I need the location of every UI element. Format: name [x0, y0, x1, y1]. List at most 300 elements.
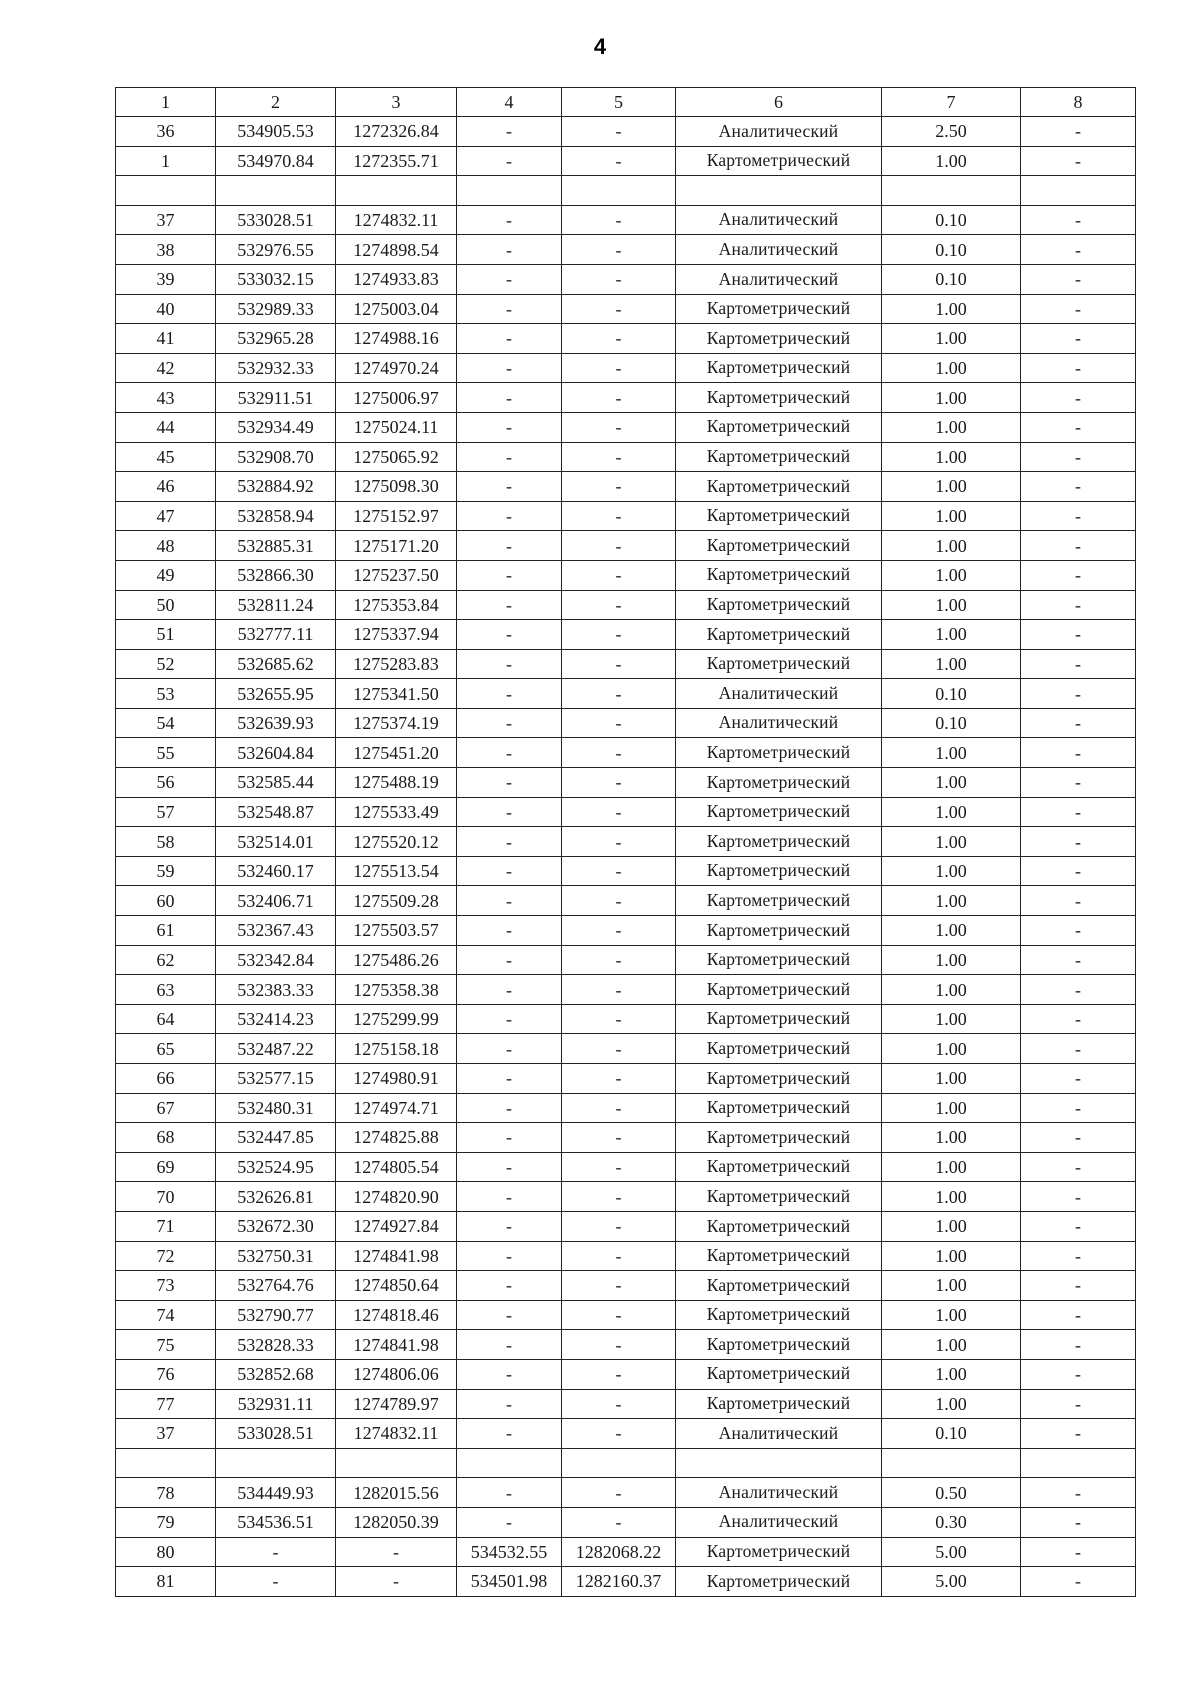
- x-coordinate-cell: 532577.15: [216, 1064, 336, 1094]
- x-alt-coordinate-cell: 534532.55: [457, 1537, 562, 1567]
- x-alt-coordinate-cell: -: [457, 1241, 562, 1271]
- y-alt-coordinate-cell: -: [562, 324, 676, 354]
- note-cell: [1021, 1448, 1136, 1478]
- y-coordinate-cell: 1274820.90: [336, 1182, 457, 1212]
- y-coordinate-cell: 1275520.12: [336, 827, 457, 857]
- accuracy-cell: [882, 1448, 1021, 1478]
- note-cell: -: [1021, 383, 1136, 413]
- x-coordinate-cell: 532934.49: [216, 412, 336, 442]
- y-alt-coordinate-cell: -: [562, 1123, 676, 1153]
- x-coordinate-cell: 532548.87: [216, 797, 336, 827]
- note-cell: -: [1021, 294, 1136, 324]
- note-cell: -: [1021, 1330, 1136, 1360]
- x-alt-coordinate-cell: -: [457, 531, 562, 561]
- note-cell: -: [1021, 1537, 1136, 1567]
- x-coordinate-cell: 532777.11: [216, 620, 336, 650]
- point-number-cell: 63: [116, 975, 216, 1005]
- note-cell: -: [1021, 916, 1136, 946]
- note-cell: -: [1021, 353, 1136, 383]
- method-cell: Аналитический: [676, 1419, 882, 1449]
- method-cell: Аналитический: [676, 1507, 882, 1537]
- y-coordinate-cell: 1275003.04: [336, 294, 457, 324]
- table-row: [116, 1064, 1136, 1094]
- method-cell: Картометрический: [676, 620, 882, 650]
- y-alt-coordinate-cell: -: [562, 679, 676, 709]
- accuracy-cell: 1.00: [882, 886, 1021, 916]
- x-alt-coordinate-cell: -: [457, 768, 562, 798]
- accuracy-cell: 0.10: [882, 708, 1021, 738]
- accuracy-cell: 1.00: [882, 945, 1021, 975]
- method-cell: [676, 1448, 882, 1478]
- x-coordinate-cell: 532383.33: [216, 975, 336, 1005]
- y-alt-coordinate-cell: -: [562, 856, 676, 886]
- note-cell: -: [1021, 1004, 1136, 1034]
- table-row: [116, 945, 1136, 975]
- x-alt-coordinate-cell: -: [457, 324, 562, 354]
- point-number-cell: 37: [116, 205, 216, 235]
- note-cell: -: [1021, 649, 1136, 679]
- accuracy-cell: 1.00: [882, 146, 1021, 176]
- method-cell: Картометрический: [676, 590, 882, 620]
- column-header: 8: [1021, 88, 1136, 117]
- y-coordinate-cell: 1274841.98: [336, 1241, 457, 1271]
- y-alt-coordinate-cell: [562, 176, 676, 206]
- point-number-cell: 36: [116, 117, 216, 147]
- note-cell: -: [1021, 1359, 1136, 1389]
- y-alt-coordinate-cell: -: [562, 146, 676, 176]
- y-coordinate-cell: 1275299.99: [336, 1004, 457, 1034]
- table-row: [116, 294, 1136, 324]
- method-cell: Картометрический: [676, 649, 882, 679]
- y-alt-coordinate-cell: -: [562, 472, 676, 502]
- x-alt-coordinate-cell: 534501.98: [457, 1567, 562, 1597]
- y-coordinate-cell: 1275024.11: [336, 412, 457, 442]
- note-cell: -: [1021, 472, 1136, 502]
- x-alt-coordinate-cell: -: [457, 205, 562, 235]
- method-cell: Картометрический: [676, 146, 882, 176]
- point-number-cell: 1: [116, 146, 216, 176]
- accuracy-cell: 1.00: [882, 1389, 1021, 1419]
- x-coordinate-cell: 532811.24: [216, 590, 336, 620]
- table-header: [116, 88, 1136, 117]
- x-coordinate-cell: 532655.95: [216, 679, 336, 709]
- point-number-cell: 59: [116, 856, 216, 886]
- x-coordinate-cell: 532367.43: [216, 916, 336, 946]
- point-number-cell: 50: [116, 590, 216, 620]
- point-number-cell: 42: [116, 353, 216, 383]
- x-coordinate-cell: 534905.53: [216, 117, 336, 147]
- x-coordinate-cell: 533028.51: [216, 205, 336, 235]
- x-coordinate-cell: 532626.81: [216, 1182, 336, 1212]
- y-coordinate-cell: 1275509.28: [336, 886, 457, 916]
- y-coordinate-cell: 1274850.64: [336, 1271, 457, 1301]
- x-coordinate-cell: 532965.28: [216, 324, 336, 354]
- method-cell: Картометрический: [676, 886, 882, 916]
- method-cell: Картометрический: [676, 1241, 882, 1271]
- method-cell: Аналитический: [676, 264, 882, 294]
- y-alt-coordinate-cell: -: [562, 1064, 676, 1094]
- method-cell: Картометрический: [676, 294, 882, 324]
- table-row: [116, 324, 1136, 354]
- table-row: [116, 235, 1136, 265]
- accuracy-cell: 1.00: [882, 1182, 1021, 1212]
- accuracy-cell: 0.10: [882, 679, 1021, 709]
- x-alt-coordinate-cell: -: [457, 679, 562, 709]
- y-alt-coordinate-cell: -: [562, 590, 676, 620]
- point-number-cell: 41: [116, 324, 216, 354]
- x-alt-coordinate-cell: -: [457, 294, 562, 324]
- y-alt-coordinate-cell: -: [562, 383, 676, 413]
- accuracy-cell: 1.00: [882, 1064, 1021, 1094]
- accuracy-cell: 1.00: [882, 738, 1021, 768]
- point-number-cell: 67: [116, 1093, 216, 1123]
- x-alt-coordinate-cell: -: [457, 856, 562, 886]
- accuracy-cell: 5.00: [882, 1537, 1021, 1567]
- y-coordinate-cell: 1275486.26: [336, 945, 457, 975]
- x-coordinate-cell: 532514.01: [216, 827, 336, 857]
- accuracy-cell: 1.00: [882, 620, 1021, 650]
- page-number: 4: [593, 34, 607, 59]
- y-alt-coordinate-cell: -: [562, 294, 676, 324]
- x-alt-coordinate-cell: [457, 1448, 562, 1478]
- y-alt-coordinate-cell: -: [562, 649, 676, 679]
- point-number-cell: 81: [116, 1567, 216, 1597]
- note-cell: -: [1021, 324, 1136, 354]
- accuracy-cell: 1.00: [882, 768, 1021, 798]
- y-alt-coordinate-cell: -: [562, 235, 676, 265]
- y-alt-coordinate-cell: -: [562, 1271, 676, 1301]
- note-cell: -: [1021, 1300, 1136, 1330]
- note-cell: -: [1021, 708, 1136, 738]
- y-alt-coordinate-cell: -: [562, 1034, 676, 1064]
- table-row: [116, 797, 1136, 827]
- table-row: [116, 1152, 1136, 1182]
- table-row: [116, 442, 1136, 472]
- y-alt-coordinate-cell: -: [562, 1389, 676, 1419]
- table-row: [116, 1123, 1136, 1153]
- table-row: [116, 146, 1136, 176]
- note-cell: -: [1021, 1241, 1136, 1271]
- accuracy-cell: 1.00: [882, 1152, 1021, 1182]
- y-coordinate-cell: 1275006.97: [336, 383, 457, 413]
- x-alt-coordinate-cell: -: [457, 1478, 562, 1508]
- accuracy-cell: 1.00: [882, 1211, 1021, 1241]
- y-coordinate-cell: 1275098.30: [336, 472, 457, 502]
- x-coordinate-cell: 532750.31: [216, 1241, 336, 1271]
- method-cell: Картометрический: [676, 531, 882, 561]
- point-number-cell: 66: [116, 1064, 216, 1094]
- point-number-cell: 56: [116, 768, 216, 798]
- point-number-cell: 77: [116, 1389, 216, 1419]
- y-coordinate-cell: 1275533.49: [336, 797, 457, 827]
- x-coordinate-cell: 532447.85: [216, 1123, 336, 1153]
- method-cell: Картометрический: [676, 412, 882, 442]
- table-row: [116, 1419, 1136, 1449]
- y-coordinate-cell: 1274988.16: [336, 324, 457, 354]
- x-alt-coordinate-cell: -: [457, 412, 562, 442]
- table-row: [116, 205, 1136, 235]
- method-cell: Аналитический: [676, 1478, 882, 1508]
- y-coordinate-cell: 1275337.94: [336, 620, 457, 650]
- note-cell: -: [1021, 1419, 1136, 1449]
- y-coordinate-cell: 1274974.71: [336, 1093, 457, 1123]
- point-number-cell: 71: [116, 1211, 216, 1241]
- method-cell: Картометрический: [676, 560, 882, 590]
- accuracy-cell: 1.00: [882, 472, 1021, 502]
- note-cell: -: [1021, 1389, 1136, 1419]
- table-body: [116, 117, 1136, 1597]
- accuracy-cell: 1.00: [882, 1330, 1021, 1360]
- x-coordinate-cell: 534970.84: [216, 146, 336, 176]
- y-coordinate-cell: [336, 176, 457, 206]
- x-alt-coordinate-cell: -: [457, 649, 562, 679]
- note-cell: -: [1021, 501, 1136, 531]
- y-coordinate-cell: 1274832.11: [336, 1419, 457, 1449]
- x-coordinate-cell: 532931.11: [216, 1389, 336, 1419]
- table-row: [116, 1004, 1136, 1034]
- x-coordinate-cell: 532911.51: [216, 383, 336, 413]
- x-alt-coordinate-cell: -: [457, 1182, 562, 1212]
- table-row: [116, 472, 1136, 502]
- note-cell: -: [1021, 531, 1136, 561]
- x-coordinate-cell: 532908.70: [216, 442, 336, 472]
- note-cell: -: [1021, 1271, 1136, 1301]
- x-alt-coordinate-cell: -: [457, 975, 562, 1005]
- y-alt-coordinate-cell: -: [562, 620, 676, 650]
- point-number-cell: 65: [116, 1034, 216, 1064]
- point-number-cell: 70: [116, 1182, 216, 1212]
- y-alt-coordinate-cell: -: [562, 501, 676, 531]
- table-row: [116, 886, 1136, 916]
- method-cell: Картометрический: [676, 1093, 882, 1123]
- method-cell: Картометрический: [676, 1004, 882, 1034]
- note-cell: -: [1021, 1182, 1136, 1212]
- y-alt-coordinate-cell: -: [562, 205, 676, 235]
- x-alt-coordinate-cell: -: [457, 235, 562, 265]
- accuracy-cell: 0.10: [882, 205, 1021, 235]
- note-cell: -: [1021, 1211, 1136, 1241]
- table-row: [116, 1211, 1136, 1241]
- point-number-cell: 76: [116, 1359, 216, 1389]
- x-alt-coordinate-cell: -: [457, 886, 562, 916]
- method-cell: Картометрический: [676, 383, 882, 413]
- point-number-cell: 68: [116, 1123, 216, 1153]
- x-alt-coordinate-cell: -: [457, 472, 562, 502]
- x-coordinate-cell: 532685.62: [216, 649, 336, 679]
- table-row: [116, 1034, 1136, 1064]
- y-alt-coordinate-cell: -: [562, 797, 676, 827]
- point-number-cell: 48: [116, 531, 216, 561]
- accuracy-cell: 1.00: [882, 560, 1021, 590]
- accuracy-cell: 1.00: [882, 827, 1021, 857]
- note-cell: -: [1021, 1507, 1136, 1537]
- y-alt-coordinate-cell: -: [562, 264, 676, 294]
- y-coordinate-cell: 1274933.83: [336, 264, 457, 294]
- x-coordinate-cell: 532932.33: [216, 353, 336, 383]
- point-number-cell: 78: [116, 1478, 216, 1508]
- note-cell: -: [1021, 797, 1136, 827]
- note-cell: -: [1021, 1064, 1136, 1094]
- method-cell: Картометрический: [676, 472, 882, 502]
- x-coordinate-cell: 532480.31: [216, 1093, 336, 1123]
- accuracy-cell: 1.00: [882, 856, 1021, 886]
- x-coordinate-cell: [216, 1448, 336, 1478]
- accuracy-cell: 1.00: [882, 975, 1021, 1005]
- table-row: [116, 1448, 1136, 1478]
- x-alt-coordinate-cell: -: [457, 1004, 562, 1034]
- y-coordinate-cell: 1275353.84: [336, 590, 457, 620]
- x-alt-coordinate-cell: -: [457, 146, 562, 176]
- accuracy-cell: 0.10: [882, 1419, 1021, 1449]
- y-coordinate-cell: 1274818.46: [336, 1300, 457, 1330]
- x-alt-coordinate-cell: -: [457, 1093, 562, 1123]
- note-cell: -: [1021, 264, 1136, 294]
- point-number-cell: 51: [116, 620, 216, 650]
- x-coordinate-cell: 532585.44: [216, 768, 336, 798]
- x-coordinate-cell: 533028.51: [216, 1419, 336, 1449]
- x-alt-coordinate-cell: -: [457, 442, 562, 472]
- x-coordinate-cell: 532852.68: [216, 1359, 336, 1389]
- table-row: [116, 501, 1136, 531]
- method-cell: Картометрический: [676, 324, 882, 354]
- note-cell: -: [1021, 886, 1136, 916]
- note-cell: -: [1021, 827, 1136, 857]
- y-alt-coordinate-cell: [562, 1448, 676, 1478]
- table-row: [116, 827, 1136, 857]
- table-row: [116, 383, 1136, 413]
- table-row: [116, 353, 1136, 383]
- method-cell: Картометрический: [676, 945, 882, 975]
- x-coordinate-cell: 532604.84: [216, 738, 336, 768]
- y-alt-coordinate-cell: -: [562, 738, 676, 768]
- note-cell: -: [1021, 442, 1136, 472]
- y-alt-coordinate-cell: -: [562, 560, 676, 590]
- y-coordinate-cell: 1274898.54: [336, 235, 457, 265]
- y-alt-coordinate-cell: -: [562, 117, 676, 147]
- note-cell: -: [1021, 205, 1136, 235]
- table-row: [116, 1359, 1136, 1389]
- point-number-cell: [116, 176, 216, 206]
- table-row: [116, 1389, 1136, 1419]
- y-coordinate-cell: 1275158.18: [336, 1034, 457, 1064]
- table-row: [116, 1271, 1136, 1301]
- method-cell: Картометрический: [676, 442, 882, 472]
- y-coordinate-cell: 1275237.50: [336, 560, 457, 590]
- x-alt-coordinate-cell: -: [457, 1064, 562, 1094]
- x-coordinate-cell: 532487.22: [216, 1034, 336, 1064]
- x-coordinate-cell: 532672.30: [216, 1211, 336, 1241]
- column-header: 5: [562, 88, 676, 117]
- y-alt-coordinate-cell: -: [562, 1241, 676, 1271]
- y-coordinate-cell: 1274841.98: [336, 1330, 457, 1360]
- y-coordinate-cell: 1275358.38: [336, 975, 457, 1005]
- point-number-cell: 69: [116, 1152, 216, 1182]
- method-cell: Картометрический: [676, 1034, 882, 1064]
- point-number-cell: 43: [116, 383, 216, 413]
- y-alt-coordinate-cell: -: [562, 1093, 676, 1123]
- method-cell: Картометрический: [676, 1567, 882, 1597]
- note-cell: -: [1021, 945, 1136, 975]
- method-cell: Картометрический: [676, 916, 882, 946]
- y-alt-coordinate-cell: -: [562, 886, 676, 916]
- note-cell: -: [1021, 117, 1136, 147]
- x-coordinate-cell: [216, 176, 336, 206]
- table-row: [116, 856, 1136, 886]
- method-cell: Картометрический: [676, 1123, 882, 1153]
- accuracy-cell: 1.00: [882, 324, 1021, 354]
- y-coordinate-cell: -: [336, 1537, 457, 1567]
- note-cell: -: [1021, 235, 1136, 265]
- point-number-cell: 73: [116, 1271, 216, 1301]
- accuracy-cell: 1.00: [882, 1093, 1021, 1123]
- point-number-cell: 55: [116, 738, 216, 768]
- x-alt-coordinate-cell: -: [457, 1359, 562, 1389]
- y-coordinate-cell: 1272326.84: [336, 117, 457, 147]
- x-alt-coordinate-cell: -: [457, 1123, 562, 1153]
- point-number-cell: 54: [116, 708, 216, 738]
- x-alt-coordinate-cell: -: [457, 1419, 562, 1449]
- y-coordinate-cell: [336, 1448, 457, 1478]
- table-row: [116, 1537, 1136, 1567]
- y-coordinate-cell: 1275152.97: [336, 501, 457, 531]
- x-coordinate-cell: 532858.94: [216, 501, 336, 531]
- x-alt-coordinate-cell: -: [457, 1330, 562, 1360]
- y-alt-coordinate-cell: -: [562, 1211, 676, 1241]
- y-alt-coordinate-cell: -: [562, 916, 676, 946]
- y-alt-coordinate-cell: -: [562, 1507, 676, 1537]
- x-alt-coordinate-cell: -: [457, 738, 562, 768]
- column-header: 1: [116, 88, 216, 117]
- y-coordinate-cell: 1282015.56: [336, 1478, 457, 1508]
- x-alt-coordinate-cell: -: [457, 827, 562, 857]
- x-coordinate-cell: 532989.33: [216, 294, 336, 324]
- y-coordinate-cell: 1274825.88: [336, 1123, 457, 1153]
- table-row: [116, 708, 1136, 738]
- table-row: [116, 975, 1136, 1005]
- x-alt-coordinate-cell: [457, 176, 562, 206]
- x-coordinate-cell: 532460.17: [216, 856, 336, 886]
- x-coordinate-cell: 532828.33: [216, 1330, 336, 1360]
- y-alt-coordinate-cell: -: [562, 768, 676, 798]
- accuracy-cell: 1.00: [882, 294, 1021, 324]
- accuracy-cell: 1.00: [882, 649, 1021, 679]
- note-cell: -: [1021, 1034, 1136, 1064]
- accuracy-cell: [882, 176, 1021, 206]
- note-cell: -: [1021, 560, 1136, 590]
- method-cell: Аналитический: [676, 679, 882, 709]
- point-number-cell: 52: [116, 649, 216, 679]
- y-alt-coordinate-cell: -: [562, 531, 676, 561]
- accuracy-cell: 1.00: [882, 1241, 1021, 1271]
- method-cell: Картометрический: [676, 1389, 882, 1419]
- note-cell: -: [1021, 590, 1136, 620]
- note-cell: -: [1021, 856, 1136, 886]
- y-coordinate-cell: 1274789.97: [336, 1389, 457, 1419]
- x-coordinate-cell: -: [216, 1537, 336, 1567]
- note-cell: -: [1021, 1152, 1136, 1182]
- method-cell: Картометрический: [676, 975, 882, 1005]
- point-number-cell: 60: [116, 886, 216, 916]
- accuracy-cell: 0.30: [882, 1507, 1021, 1537]
- accuracy-cell: 0.10: [882, 235, 1021, 265]
- accuracy-cell: 0.10: [882, 264, 1021, 294]
- point-number-cell: 53: [116, 679, 216, 709]
- table-row: [116, 264, 1136, 294]
- note-cell: -: [1021, 1123, 1136, 1153]
- y-coordinate-cell: 1274927.84: [336, 1211, 457, 1241]
- y-alt-coordinate-cell: 1282160.37: [562, 1567, 676, 1597]
- method-cell: Картометрический: [676, 353, 882, 383]
